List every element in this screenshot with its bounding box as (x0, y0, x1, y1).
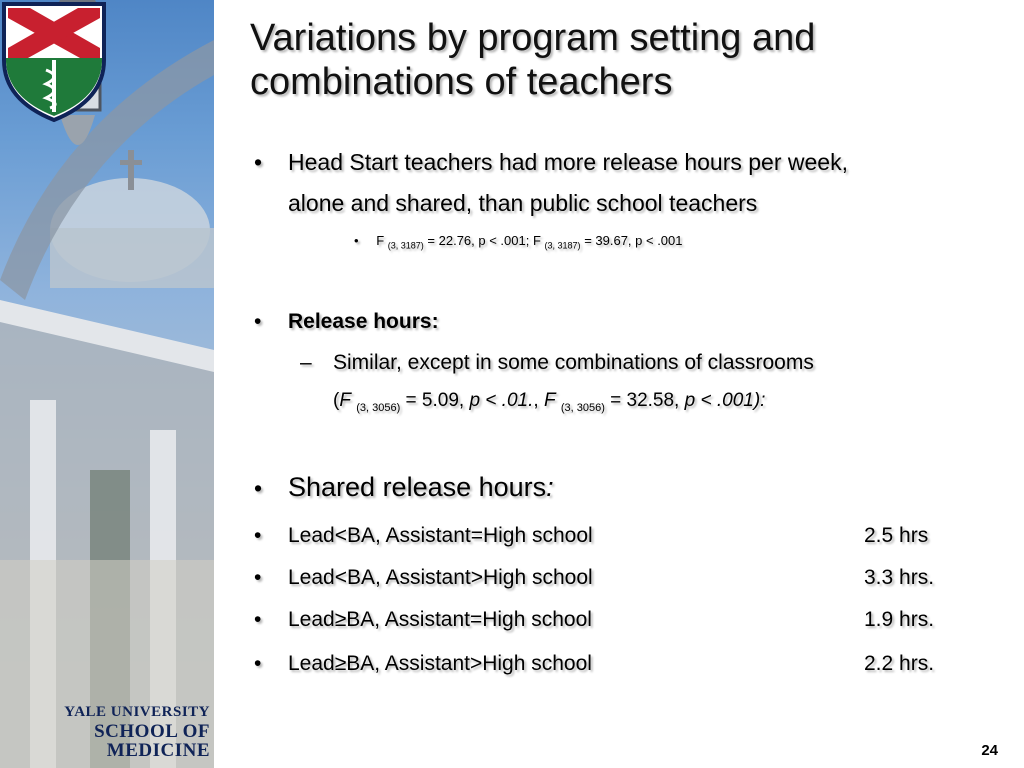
row-value: 2.5 hrs (864, 524, 929, 547)
shared-release-hours-colon: : (546, 472, 554, 502)
bullet-1-text-line-2: alone and shared, than public school teachers (288, 190, 758, 216)
release-hours-heading: Release hours: (288, 310, 439, 333)
bullet-2-sub-text: Similar, except in some combinations of classrooms (333, 351, 814, 374)
logo-line-1: YALE UNIVERSITY (64, 704, 210, 720)
stat-p2: p < .001): (684, 390, 766, 411)
row-value: 3.3 hrs. (864, 566, 935, 589)
bullet-icon: • (254, 475, 263, 501)
slide-title (250, 16, 1010, 104)
row-value: 2.2 hrs. (864, 652, 935, 675)
stat-p1: p < .01. (469, 390, 534, 411)
bullet-icon: • (354, 233, 359, 248)
slide-title-line-2: combinations of teachers (250, 61, 673, 103)
stat-open-paren: ( (333, 390, 340, 411)
bullet-icon: • (254, 608, 262, 631)
dash-icon: – (300, 351, 312, 374)
bullet-icon: • (254, 566, 262, 589)
logo-line-2: SCHOOL OF (94, 721, 210, 742)
row-label: Lead<BA, Assistant>High school (288, 566, 593, 589)
yale-medicine-crest (0, 0, 108, 124)
bullet-1-text-line-1: Head Start teachers had more release hours per week, (288, 149, 848, 175)
row-value: 1.9 hrs. (864, 608, 935, 631)
stat-f1-df: (3, 3056) (356, 401, 401, 414)
bullet-icon: • (254, 652, 262, 675)
stat-comma: , (533, 390, 544, 411)
stat-f1-df: (3, 3187) (387, 240, 424, 251)
bullet-1-stats (354, 233, 683, 251)
stat-f2-df: (3, 3056) (560, 401, 605, 414)
bullet-icon: • (254, 149, 263, 175)
shared-release-hours-heading (288, 472, 554, 503)
shared-release-hours-label: Shared release hours (288, 472, 547, 502)
row-label: Lead<BA, Assistant=High school (288, 524, 593, 547)
stat-f2: F (543, 390, 556, 411)
stat-f2-df: (3, 3187) (544, 240, 581, 251)
stat-f2-value: = 32.58, (604, 390, 685, 411)
bullet-icon: • (254, 524, 262, 547)
bullet-icon: • (254, 310, 262, 333)
stat-f2-result: = 39.67, p < .001 (584, 233, 683, 248)
stat-f1: F (376, 233, 385, 248)
yale-school-of-medicine-logo (20, 703, 210, 760)
bullet-2-stats (333, 390, 765, 414)
stat-f1-result: = 22.76, p < .001; F (427, 233, 541, 248)
bullet-2-sub (300, 351, 814, 375)
row-label: Lead≥BA, Assistant=High school (288, 608, 592, 631)
sidebar-image (0, 0, 214, 768)
stat-f1: F (339, 390, 351, 411)
row-label: Lead≥BA, Assistant>High school (288, 652, 592, 675)
slide-title-line-1: Variations by program setting and (250, 17, 816, 59)
page-number: 24 (981, 742, 998, 759)
logo-line-3: MEDICINE (106, 740, 210, 761)
stat-f1-value: = 5.09, (400, 390, 470, 411)
